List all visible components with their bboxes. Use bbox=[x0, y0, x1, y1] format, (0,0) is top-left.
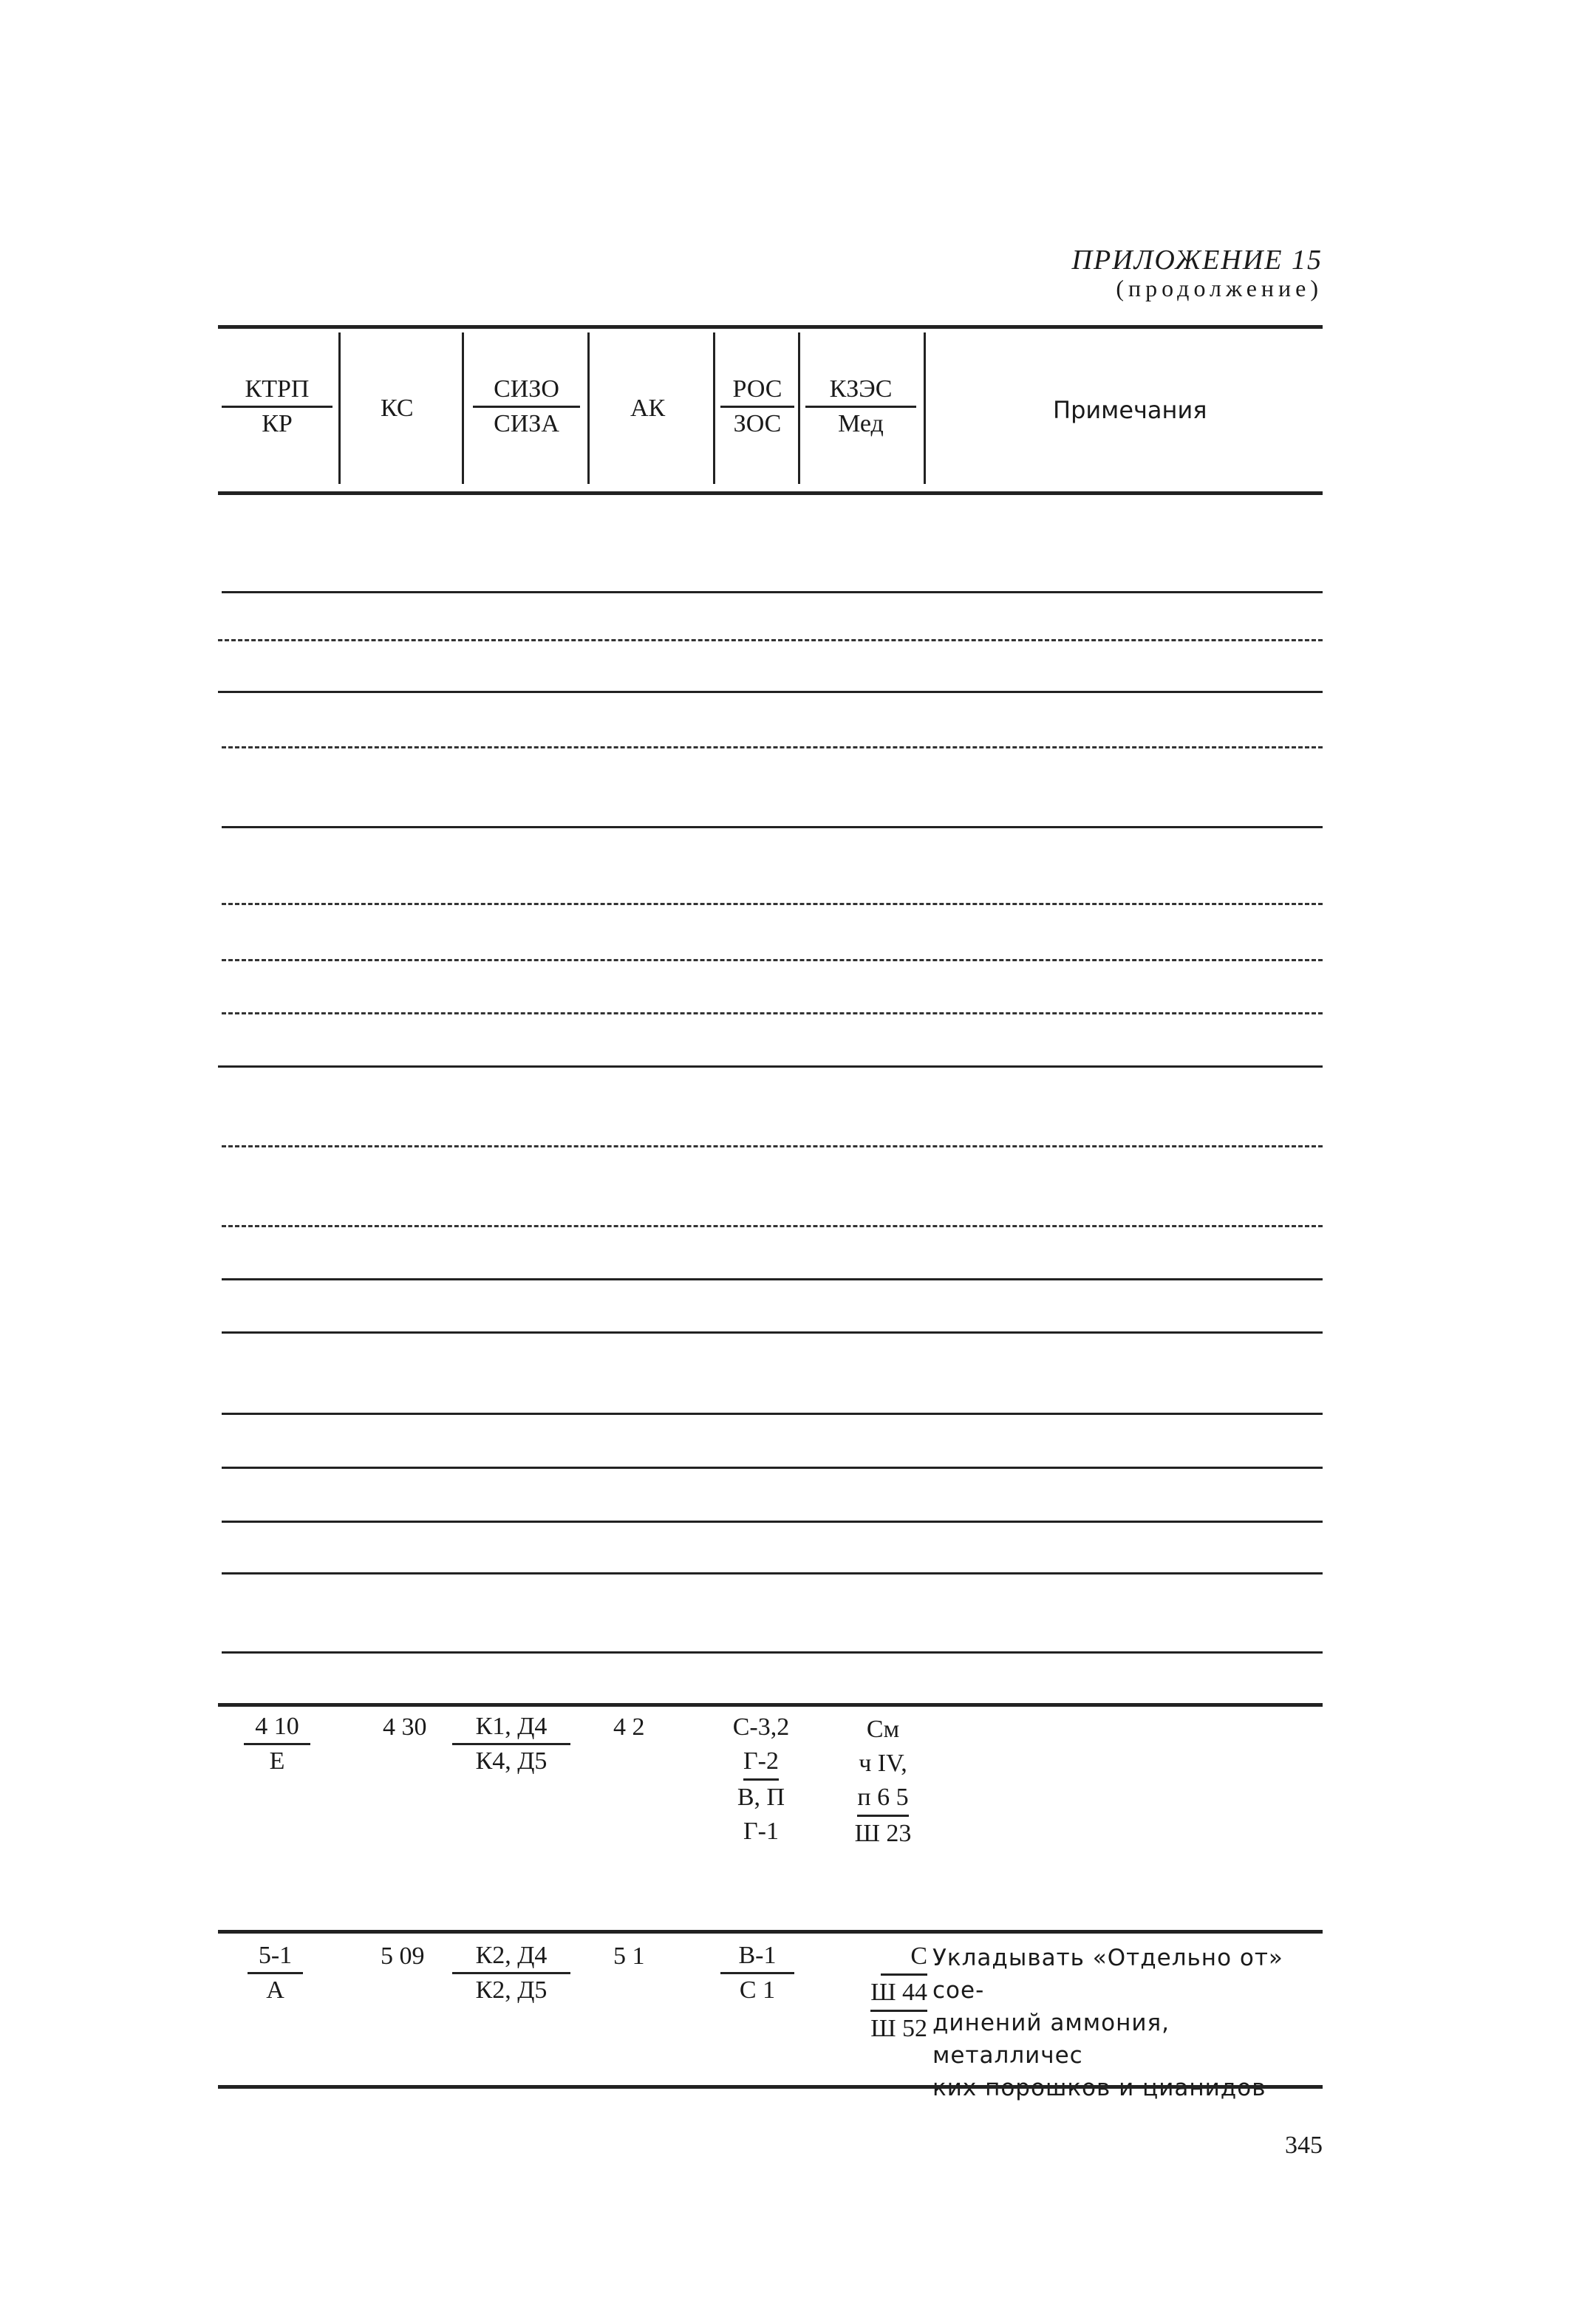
row2-kzes-line: Ш 52 bbox=[870, 2015, 927, 2042]
header-sizo-siza bbox=[473, 373, 580, 440]
row1-siza: К4, Д5 bbox=[475, 1747, 548, 1775]
row2-ktrp-kr bbox=[248, 1939, 303, 2007]
header-ros-zos bbox=[720, 373, 794, 440]
row-rule bbox=[222, 1651, 1323, 1654]
page-number: 345 bbox=[1285, 2132, 1323, 2159]
header-sizo: СИЗО bbox=[473, 373, 580, 408]
row1-kzes-line: ч IV, bbox=[859, 1750, 907, 1777]
appendix-subtitle: (продолжение) bbox=[1116, 275, 1323, 301]
row1-kzes bbox=[835, 1713, 931, 1851]
row1-ktrp: 4 10 bbox=[244, 1710, 310, 1745]
row-rule-faded bbox=[222, 959, 1323, 961]
header-ros: РОС bbox=[720, 373, 794, 408]
row-rule bbox=[222, 1278, 1323, 1280]
header-notes: Примечания bbox=[1053, 396, 1207, 424]
row2-ks: 5 09 bbox=[381, 1942, 425, 1970]
row1-sizo: К1, Д4 bbox=[452, 1710, 570, 1745]
row-rule bbox=[222, 826, 1323, 828]
row1-sizo-siza bbox=[452, 1710, 570, 1778]
row1-kzes-line: Ш 23 bbox=[854, 1820, 912, 1847]
row1-ros-line: Г-1 bbox=[743, 1818, 779, 1845]
row2-ros: В-1 bbox=[720, 1939, 794, 1974]
row2-note-line: ких порошков и цианидов bbox=[932, 2075, 1266, 2101]
row2-sizo: К2, Д4 bbox=[452, 1939, 570, 1974]
row2-kzes-line: С bbox=[881, 1939, 927, 1976]
row1-ros-line: С-3,2 bbox=[732, 1713, 790, 1741]
row1-ks: 4 30 bbox=[383, 1713, 427, 1741]
row2-note-line: Укладывать «Отдельно от» сое- bbox=[932, 1945, 1283, 2004]
row-rule-faded bbox=[222, 1145, 1323, 1147]
row1-ros-line: Г-2 bbox=[743, 1744, 779, 1781]
row-rule-faded bbox=[222, 1225, 1323, 1227]
row1-ros-line: В, П bbox=[737, 1784, 785, 1811]
row2-ktrp: 5-1 bbox=[248, 1939, 303, 1974]
row2-note-line: динений аммония, металличес bbox=[932, 2010, 1170, 2069]
row-rule bbox=[222, 1467, 1323, 1469]
row1-kzes-line: п 6 5 bbox=[857, 1781, 908, 1817]
header-med: Мед bbox=[838, 410, 884, 437]
row-rule-faded bbox=[222, 746, 1323, 748]
row-rule-faded bbox=[222, 903, 1323, 905]
header-divider bbox=[462, 332, 464, 484]
row2-kzes bbox=[846, 1939, 927, 2046]
row-separator bbox=[218, 1930, 1323, 1934]
header-ktrp: КТРП bbox=[222, 373, 332, 408]
row-rule bbox=[222, 1413, 1323, 1415]
row-rule-faded bbox=[218, 639, 1323, 641]
row2-kzes-line: Ш 44 bbox=[870, 1976, 927, 2012]
row1-ktrp-kr bbox=[244, 1710, 310, 1778]
row2-note bbox=[932, 1942, 1324, 2104]
row2-kr: А bbox=[266, 1976, 284, 2004]
header-kzes-med bbox=[805, 373, 916, 440]
header-kzes: КЗЭС bbox=[805, 373, 916, 408]
row-rule bbox=[218, 1703, 1323, 1707]
row-rule bbox=[222, 1331, 1323, 1334]
row2-zos: С 1 bbox=[739, 1976, 776, 2004]
row1-ros bbox=[720, 1710, 802, 1849]
row2-sizo-siza bbox=[452, 1939, 570, 2007]
row-rule-faded bbox=[222, 1012, 1323, 1014]
row1-kzes-line: См bbox=[866, 1716, 900, 1743]
header-divider bbox=[587, 332, 590, 484]
row-rule bbox=[222, 1572, 1323, 1574]
header-ks: КС bbox=[381, 395, 414, 422]
header-kr: КР bbox=[262, 410, 293, 437]
row2-ros-zos bbox=[720, 1939, 794, 2007]
appendix-title: ПРИЛОЖЕНИЕ 15 bbox=[1071, 245, 1323, 276]
header-divider bbox=[713, 332, 715, 484]
row1-kr: Е bbox=[269, 1747, 285, 1775]
row-rule bbox=[218, 1065, 1323, 1068]
row1-ak: 4 2 bbox=[613, 1713, 645, 1741]
header-ak: АК bbox=[630, 395, 666, 422]
row-rule bbox=[218, 691, 1323, 693]
row-rule bbox=[222, 1521, 1323, 1523]
header-divider bbox=[798, 332, 800, 484]
table-top-rule bbox=[218, 325, 1323, 329]
table-header-bottom-rule bbox=[218, 491, 1323, 495]
row2-siza: К2, Д5 bbox=[475, 1976, 548, 2004]
row2-ak: 5 1 bbox=[613, 1942, 645, 1970]
table-bottom-rule bbox=[218, 2085, 1323, 2089]
header-zos: ЗОС bbox=[733, 410, 782, 437]
header-divider bbox=[338, 332, 341, 484]
header-divider bbox=[924, 332, 926, 484]
header-ktrp-kr bbox=[222, 373, 332, 440]
row-rule bbox=[222, 591, 1323, 593]
header-siza: СИЗА bbox=[494, 410, 559, 437]
